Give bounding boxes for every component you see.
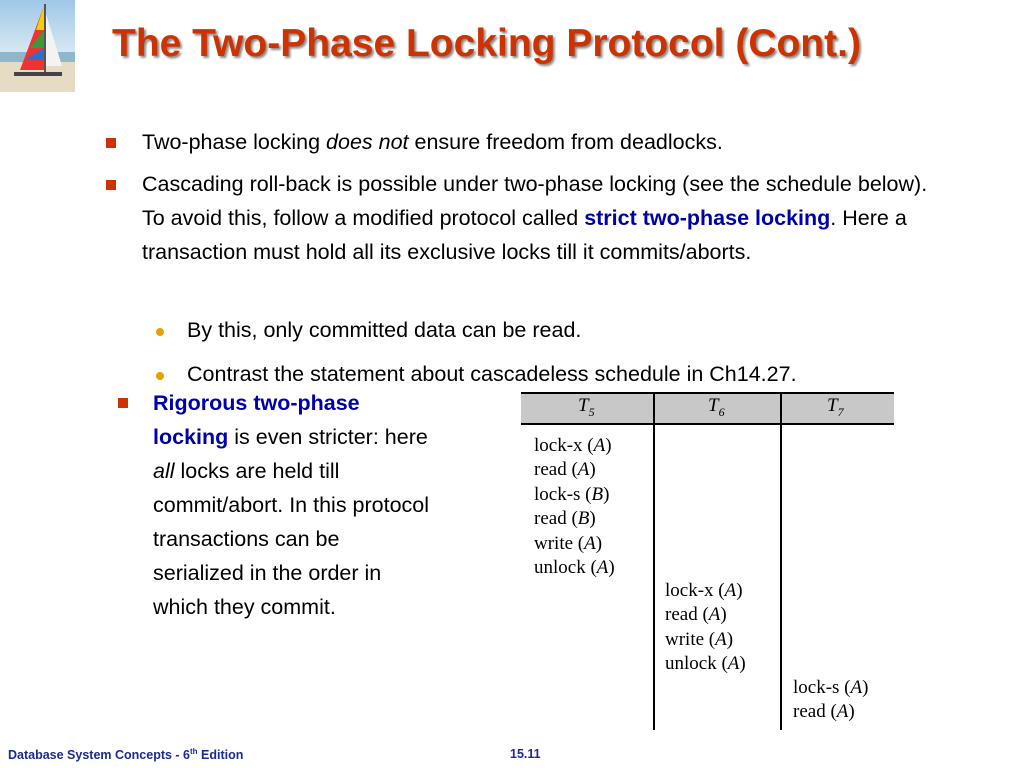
page-number: 15.11 <box>510 747 541 761</box>
text: Cascading roll-back is possible under two-phase locking (see the schedule below). To avoid this, follow a modified protocol called <box>142 172 928 230</box>
schedule-operation: write (A) <box>665 628 734 650</box>
text: locks are held till commit/abort. In this protocol transactions can be serialized in the order in which they commit. <box>153 459 430 619</box>
sub-bullet-contrast: Contrast the statement about cascadeless schedule in Ch14.27. <box>187 362 797 386</box>
rigorous-2pl-term: Rigorous two-phase locking <box>153 391 360 449</box>
t7-operations <box>793 676 868 725</box>
schedule-operation: unlock (A) <box>534 557 615 579</box>
column-header-t5: $T_5$ <box>578 395 595 419</box>
schedule-operation: lock-x (A) <box>534 435 612 456</box>
column-header-t7: $T_7$ <box>827 395 844 419</box>
schedule-operation: lock-s (A) <box>793 677 869 698</box>
footer-book-title: Database System Concepts - 6th Edition <box>8 747 244 763</box>
bullet-marker <box>118 398 128 408</box>
schedule-operation: lock-x (A) <box>665 580 743 601</box>
schedule-operation: read (A) <box>793 701 855 723</box>
column-divider <box>653 392 655 730</box>
bullet-marker <box>106 138 116 148</box>
schedule-operation: read (A) <box>534 459 596 481</box>
schedule-operation: unlock (A) <box>665 653 746 675</box>
sub-bullet-marker <box>156 372 164 380</box>
column-divider <box>780 392 782 730</box>
bullet-marker <box>106 180 116 190</box>
emphasis-text: does not <box>326 130 409 154</box>
t5-operations <box>534 434 615 580</box>
bullet-cascading-rollback <box>142 167 942 269</box>
schedule-table <box>521 392 894 730</box>
text: ensure freedom from deadlocks. <box>408 130 723 154</box>
sub-bullet-committed: By this, only committed data can be read. <box>187 318 582 342</box>
column-header-t6: $T_6$ <box>708 395 725 419</box>
text: is even stricter: here <box>228 425 428 449</box>
slide-title: The Two-Phase Locking Protocol (Cont.) <box>112 22 861 65</box>
text: Two-phase locking <box>142 130 327 154</box>
schedule-operation: write (A) <box>534 532 603 554</box>
emphasis-text: all <box>153 459 175 483</box>
t6-operations <box>665 579 746 677</box>
bullet-rigorous-2pl <box>153 386 431 624</box>
schedule-operation: read (A) <box>665 604 727 626</box>
sub-bullet-marker <box>156 328 164 336</box>
sailboat-logo <box>0 0 75 92</box>
bullet-deadlock <box>142 125 942 159</box>
strict-2pl-term: strict two-phase locking <box>584 206 831 230</box>
text: . Here a transaction must hold all its exclusive locks till it commits/aborts. <box>142 206 907 264</box>
schedule-operation: lock-s (B) <box>534 483 610 505</box>
schedule-operation: read (B) <box>534 508 596 530</box>
